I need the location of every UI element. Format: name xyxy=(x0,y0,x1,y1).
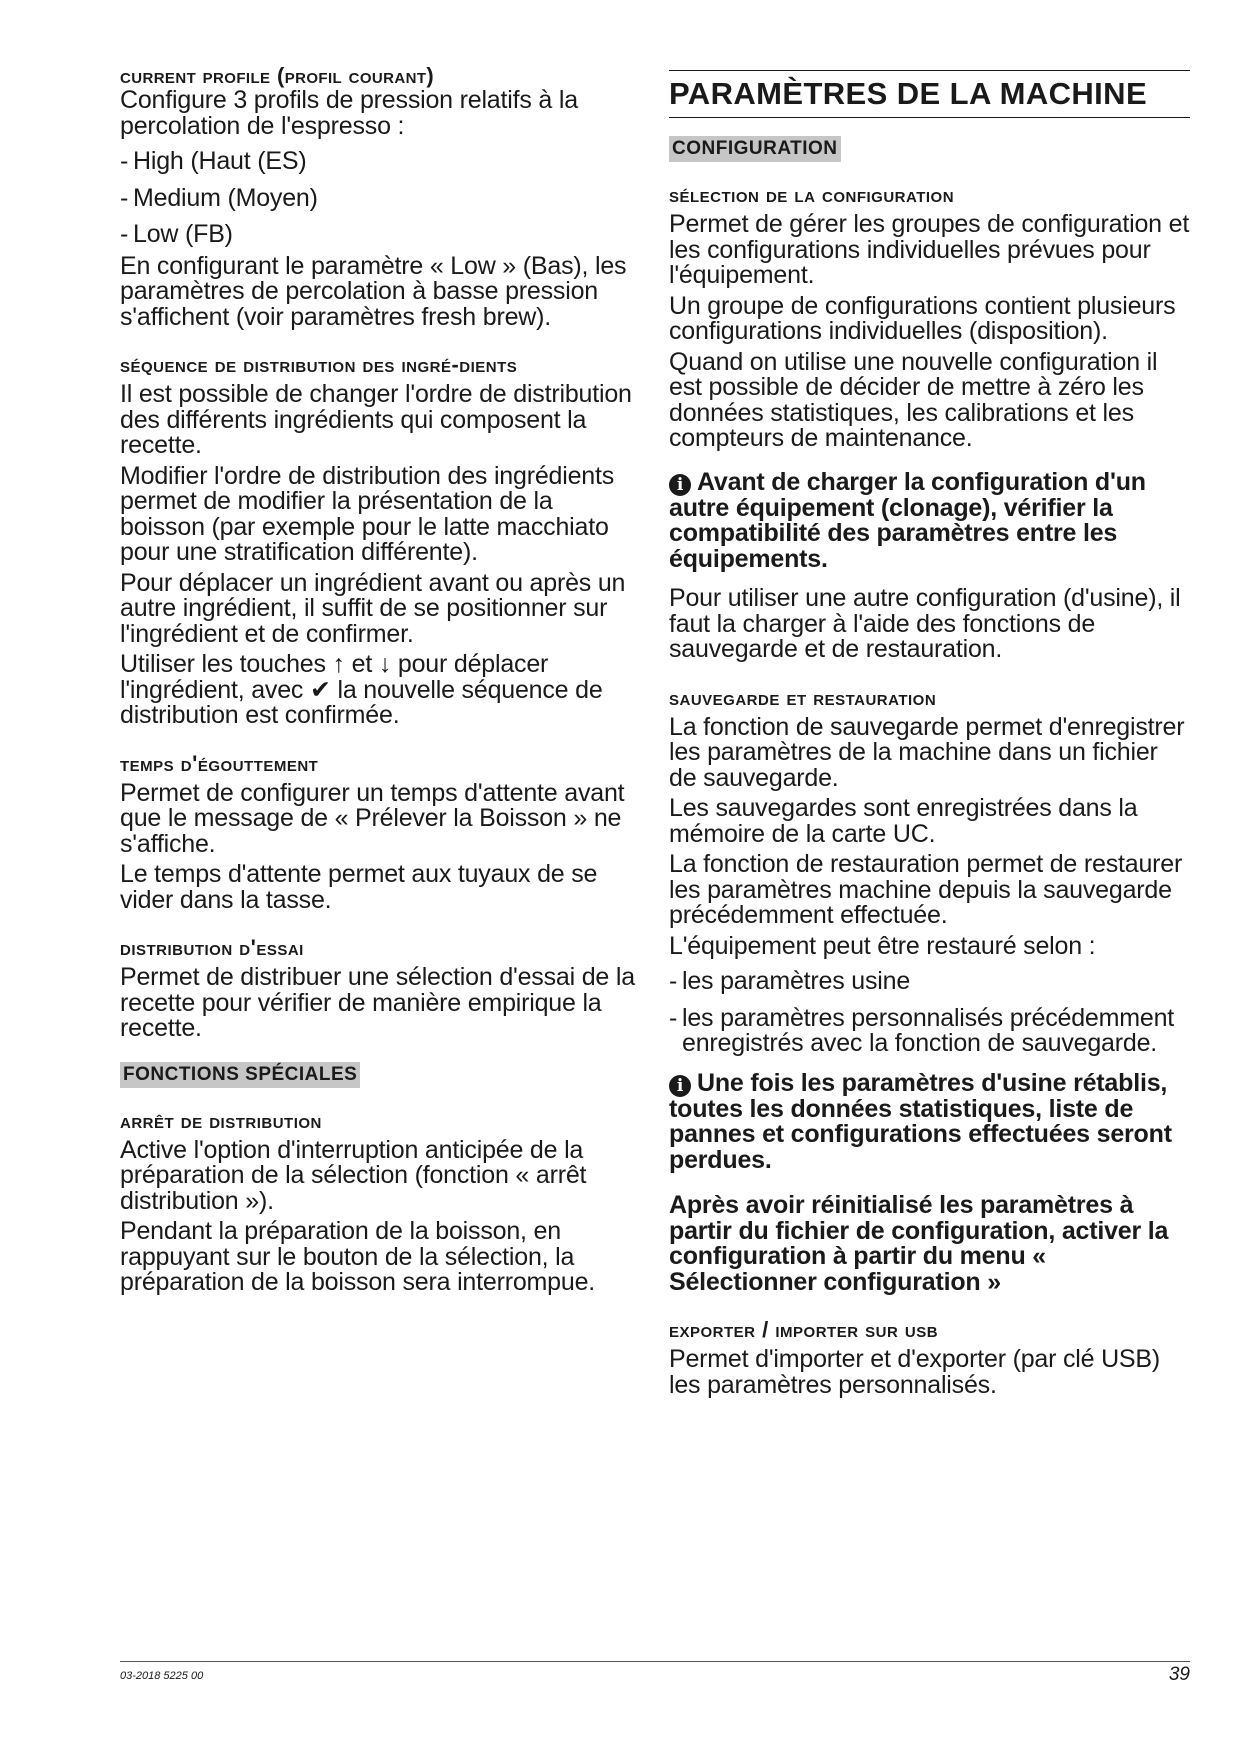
info-icon: i xyxy=(669,1075,691,1097)
heading-part: ) xyxy=(426,63,435,88)
heading-selection: sélection de la configuration xyxy=(669,182,955,207)
bold-paragraph: Après avoir réinitialisé les paramètres à partir du fichier de configuration, activer la configuration à partir du menu « Sélectionner configuration » xyxy=(669,1191,1169,1296)
paragraph: L'équipement peut être restauré selon : xyxy=(669,931,1096,960)
heading-usb xyxy=(669,1315,1190,1345)
paragraph: Permet de distribuer une sélection d'essai de la recette pour vérifier de manière empirique la recette. xyxy=(120,963,635,1042)
list-item-text: High (Haut (ES) xyxy=(133,147,307,175)
paragraph: En configurant le paramètre « Low » (Bas), les paramètres de percolation à basse pression s'affichent (voir paramètres fresh brew). xyxy=(120,251,627,331)
list-item-text: les paramètres usine xyxy=(682,967,911,995)
paragraph: La fonction de restauration permet de restaurer les paramètres machine depuis la sauvegarde précédemment effectuée. xyxy=(669,850,1183,929)
list-item: - les paramètres usine xyxy=(669,967,911,995)
footer-divider xyxy=(120,1661,1190,1662)
section-label-special: FONCTIONS SPÉCIALES xyxy=(120,1062,360,1088)
paragraph: La fonction de sauvegarde permet d'enregistrer les paramètres de la machine dans un fichier de sauvegarde. xyxy=(669,712,1185,792)
note-text: Avant de charger la configuration d'un autre équipement (clonage), vérifier la compatibilité des paramètres entre les équipements. xyxy=(669,467,1146,573)
page-title: PARAMÈTRES DE LA MACHINE xyxy=(669,70,1190,118)
heading-part: exporter xyxy=(669,1317,756,1342)
info-icon: i xyxy=(669,474,691,496)
paragraph: Pour utiliser une autre configuration (d'usine), il faut la charger à l'aide des fonctions de sauvegarde et de restauration. xyxy=(669,584,1181,663)
paragraph: Il est possible de changer l'ordre de distribution des différents ingrédients qui composent la recette. xyxy=(120,380,632,459)
list-item: - Low (FB) xyxy=(120,220,233,248)
heading-part: / xyxy=(755,1317,776,1342)
paragraph: Quand on utilise une nouvelle configuration il est possible de décider de mettre à zéro les données statistiques, les calibrations et les compteurs de maintenance. xyxy=(669,347,1158,452)
paragraph: Configure 3 profils de pression relatifs à la percolation de l'espresso : xyxy=(120,86,578,140)
heading-part: importer sur usb xyxy=(775,1317,939,1342)
paragraph xyxy=(120,652,640,729)
paragraph: Active l'option d'interruption anticipée de la préparation de la sélection (fonction « arrêt distribution »). xyxy=(120,1135,587,1215)
down-arrow-icon: ↓ xyxy=(378,650,392,678)
heading-part: profil courant xyxy=(284,63,427,88)
list-item-text: Medium (Moyen) xyxy=(133,183,318,212)
paragraph: Permet de gérer les groupes de configuration et les configurations individuelles prévues pour l'équipement. xyxy=(669,210,1190,289)
text: Utiliser les touches xyxy=(120,650,326,678)
text: la nouvelle séquence de distribution est confirmée. xyxy=(120,675,603,729)
paragraph: Pendant la préparation de la boisson, en rappuyant sur le bouton de la sélection, la préparation de la boisson sera interrompue. xyxy=(120,1217,596,1296)
heading-backup: sauvegarde et restauration xyxy=(669,684,937,710)
heading-sequence: séquence de distribution des ingré-dients xyxy=(120,352,518,377)
footer-code: 03-2018 5225 00 xyxy=(120,1670,204,1682)
heading-drip: temps d'égouttement xyxy=(120,750,319,776)
paragraph: Permet d'importer et d'exporter (par clé USB) les paramètres personnalisés. xyxy=(669,1345,1161,1399)
note-text: Une fois les paramètres d'usine rétablis, toutes les données statistiques, liste de pannes et configurations effectuées seront perdues. xyxy=(669,1068,1172,1174)
paragraph: Le temps d'attente permet aux tuyaux de se vider dans la tasse. xyxy=(120,860,598,914)
section-label-wrap xyxy=(120,1062,640,1088)
right-column xyxy=(669,64,1190,1403)
list-item: - High (Haut (ES) xyxy=(120,147,307,175)
section-label-configuration: CONFIGURATION xyxy=(669,136,841,162)
warning-note xyxy=(669,1068,1190,1174)
warning-note xyxy=(669,467,1190,573)
paragraph: Les sauvegardes sont enregistrées dans la mémoire de la carte UC. xyxy=(669,794,1138,848)
section-label-wrap xyxy=(669,136,1190,162)
list-item: - les paramètres personnalisés précédemment enregistrés avec la fonction de sauvegarde. xyxy=(669,1003,1175,1057)
paragraph: Un groupe de configurations contient plusieurs configurations individuelles (disposition). xyxy=(669,291,1176,345)
text: pour déplacer l'ingrédient, avec xyxy=(120,650,549,704)
paragraph: Modifier l'ordre de distribution des ingrédients permet de modifier la présentation de la boisson (par exemple pour le latte macchiato pour une stratification différente). xyxy=(120,461,615,566)
paragraph: Pour déplacer un ingrédient avant ou après un autre ingrédient, il suffit de se positionner sur l'ingrédient et de confirmer. xyxy=(120,568,626,648)
paragraph: Permet de configurer un temps d'attente avant que le message de « Prélever la Boisson » ne s'affiche. xyxy=(120,778,625,858)
list-item: - Medium (Moyen) xyxy=(120,183,318,212)
up-arrow-icon: ↑ xyxy=(332,650,345,678)
page-number: 39 xyxy=(1168,1664,1190,1685)
heading-part: current profile ( xyxy=(120,63,285,88)
heading-trial: distribution d'essai xyxy=(120,935,304,960)
heading-current-profile xyxy=(120,64,640,88)
text: et xyxy=(351,650,373,678)
left-column xyxy=(120,64,640,1301)
list-item-text: les paramètres personnalisés précédemment enregistrés avec la fonction de sauvegarde. xyxy=(682,1003,1175,1057)
list-item-text: Low (FB) xyxy=(133,220,233,248)
check-icon: ✔ xyxy=(309,675,331,704)
heading-stop: arrêt de distribution xyxy=(120,1107,322,1133)
